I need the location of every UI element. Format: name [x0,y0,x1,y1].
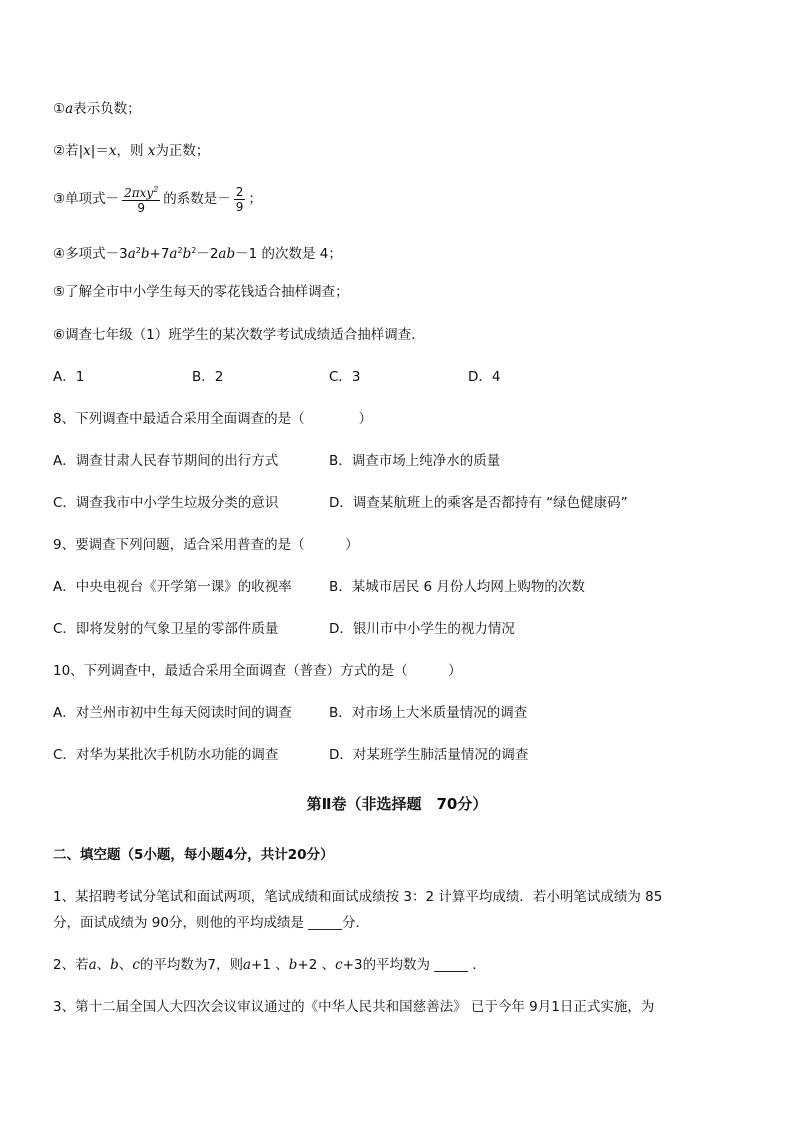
statement-number: ④ [53,246,66,262]
statement-text: 表示负数； [73,101,141,117]
question-10-stem: 10、下列调查中，最适合采用全面调查（普查）方式的是（ ） [53,663,462,679]
monomial-fraction [122,183,160,215]
fraction-denominator: 9 [137,201,146,215]
statement-4 [53,241,342,264]
statement-text: +7 [149,246,170,262]
math-var: b [288,957,298,973]
math-var: c [132,957,140,973]
coefficient-fraction [234,185,246,214]
math-var: x [108,143,117,159]
option-d[interactable]: D．对某班学生肺活量情况的调查 [329,747,529,763]
fill-question-2 [53,955,486,975]
fill-question-1-line1: 1、某招聘考试分笔试和面试两项，笔试成绩和面试成绩按 3：2 计算平均成绩．若小明笔试成绩为 85 [53,889,663,905]
math-var: a [88,957,97,973]
statement-5: ⑤了解全市中小学生每天的零花钱适合抽样调查； [53,284,349,300]
statement-2 [53,141,209,161]
math-var: a [65,101,74,117]
statement-text: 为正数； [155,143,210,159]
exponent: 2 [135,246,141,255]
exponent: 2 [177,246,183,255]
fraction-denominator: 9 [235,199,244,214]
statement-text: －1 的次数是 4； [235,246,342,262]
math-var: a [169,246,178,262]
statement-3 [53,183,262,215]
math-var: ab [218,246,236,262]
question-text: +2 、 [297,957,336,973]
math-var: a [127,246,136,262]
fill-question-1-line2: 分，面试成绩为 90分，则他的平均成绩是 _____分． [53,915,370,931]
option-d[interactable]: D．4 [468,369,501,385]
question-text: 、 [96,957,111,973]
option-a[interactable]: A．1 [53,369,85,385]
math-var: b [110,957,119,973]
statement-text: －2 [196,246,219,262]
question-8-stem: 8、下列调查中最适合采用全面调查的是（ ） [53,411,373,427]
math-var: b [182,246,192,262]
option-a[interactable]: A．中央电视台《开学第一课》的收视率 [53,579,292,595]
exponent: 2 [153,185,159,194]
option-a[interactable]: A．调查甘肃人民春节期间的出行方式 [53,453,279,469]
section-2-title: 第Ⅱ卷（非选择题 70分） [306,795,488,813]
option-d[interactable]: D．调查某航班上的乘客是否都持有 “绿色健康码” [329,495,628,511]
math-var: c [335,957,343,973]
question-text: 、 [118,957,133,973]
question-text: +1 、 [251,957,289,973]
statement-number: ② [53,143,66,159]
option-c[interactable]: C．对华为某批次手机防水功能的调查 [53,747,279,763]
option-c[interactable]: C．即将发射的气象卫星的零部件质量 [53,621,279,637]
statement-text: ； [248,191,262,207]
exponent: 2 [191,246,197,255]
statement-number: ③ [53,191,66,207]
option-b[interactable]: B．对市场上大米质量情况的调查 [329,705,528,721]
question-text: 的平均数为 _____ ． [362,957,486,973]
math-var: a [242,957,252,973]
math-var: b [140,246,150,262]
fill-question-3-line1: 3、第十二届全国人大四次会议审议通过的《中华人民共和国慈善法》 已于今年 9月1日正式实施，为 [53,999,655,1015]
statement-text: 若| [65,143,84,159]
statement-text: 多项式－3 [65,246,128,262]
question-text: +3 [342,957,363,973]
option-d[interactable]: D．银川市中小学生的视力情况 [329,621,515,637]
statement-number: ① [53,101,66,117]
fill-blank-part-title: 二、填空题（5小题，每小题4分，共计20分） [53,847,334,863]
statement-text: ，则 [116,143,148,159]
math-var: x [147,143,156,159]
fraction-numerator: 2πxy [124,186,154,200]
fraction-numerator: 2 [235,184,244,199]
statement-6: ⑥调查七年级（1）班学生的某次数学考试成绩适合抽样调查． [53,327,425,343]
option-b[interactable]: B．调查市场上纯净水的质量 [329,453,501,469]
option-b[interactable]: B．2 [192,369,224,385]
statement-text: |＝ [90,143,109,159]
statement-text: 单项式－ [65,191,120,207]
option-b[interactable]: B．某城市居民 6 月份人均网上购物的次数 [329,579,585,595]
question-9-stem: 9、要调查下列问题，适合采用普查的是（ ） [53,537,359,553]
statement-1 [53,99,141,119]
question-text: 2、若 [53,957,89,973]
statement-text: 的系数是－ [163,191,231,207]
option-a[interactable]: A．对兰州市初中生每天阅读时间的调查 [53,705,292,721]
option-c[interactable]: C．3 [329,369,361,385]
math-var: x [83,143,91,159]
question-text: 的平均数为7，则 [139,957,243,973]
option-c[interactable]: C．调查我市中小学生垃圾分类的意识 [53,495,279,511]
